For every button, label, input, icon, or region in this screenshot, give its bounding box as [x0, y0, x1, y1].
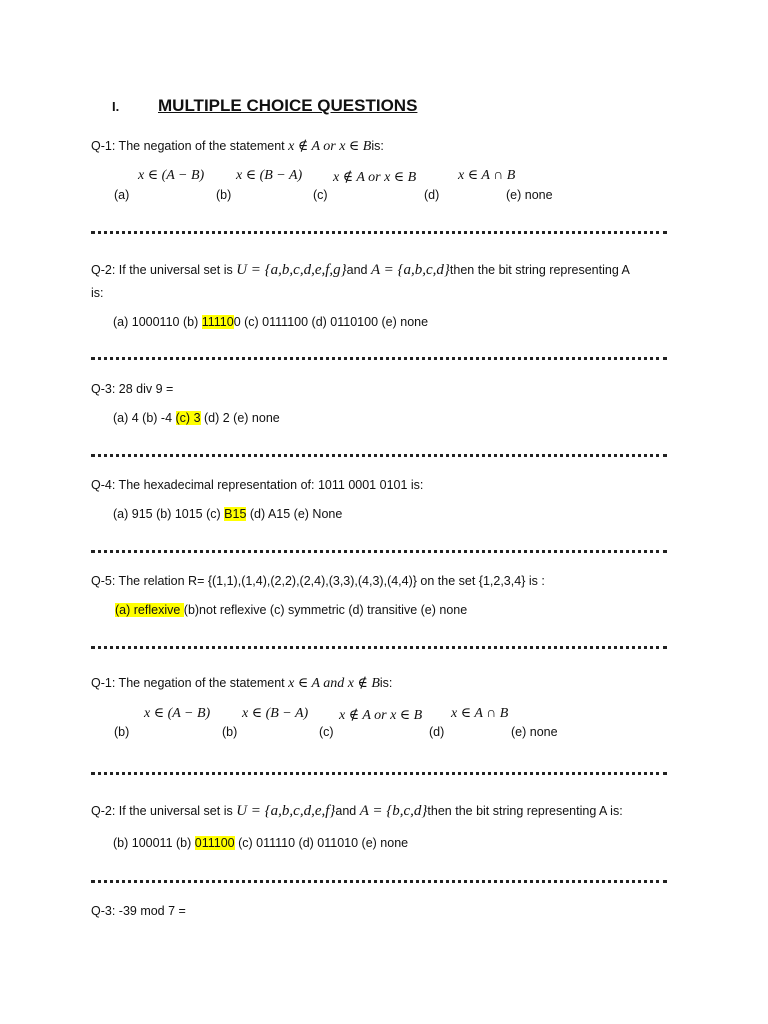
question-7-universal-set: U = {a,b,c,d,e,f} [236, 803, 336, 819]
question-1-suffix: is: [371, 139, 384, 153]
q3-answers [113, 411, 280, 425]
question-7-text [91, 803, 623, 820]
q3-answers-post: (d) 2 (e) none [200, 411, 280, 425]
q1-option-b-math: x ∈ (B − A) [236, 168, 303, 183]
separator-line [91, 646, 667, 649]
separator-line [91, 231, 667, 234]
q6-option-b-math: x ∈ (B − A) [242, 706, 309, 721]
question-7-suffix: then the bit string representing A is: [427, 804, 623, 818]
q3-highlighted-answer: (c) 3 [175, 411, 201, 425]
q2-highlighted-answer: 11110 [201, 315, 234, 329]
question-1-prefix: Q-1: The negation of the statement [91, 139, 285, 153]
question-7-set-a: A = {b,c,d} [359, 803, 428, 819]
question-2-and: and [346, 263, 368, 277]
q6-option-c-label: (c) [319, 725, 334, 739]
question-7-prefix: Q-2: If the universal set is [91, 804, 233, 818]
separator-line [91, 772, 667, 775]
q5-answers-post: (b)not reflexive (c) symmetric (d) transitive (e) none [183, 603, 468, 617]
separator-line [91, 454, 667, 457]
q6-option-d-label: (d) [429, 725, 445, 739]
question-2-universal-set: U = {a,b,c,d,e,f,g} [236, 262, 347, 278]
q7-highlighted-answer: 011100 [194, 836, 235, 850]
question-3-text: Q-3: 28 div 9 = [91, 382, 174, 396]
question-2-prefix: Q-2: If the universal set is [91, 263, 233, 277]
q3-answers-pre: (a) 4 (b) -4 [113, 411, 176, 425]
question-8-text: Q-3: -39 mod 7 = [91, 904, 186, 918]
q6-option-e-label: (e) none [511, 725, 558, 739]
q1-option-d-math: x ∈ A ∩ B [458, 168, 516, 183]
q1-option-c-math: x ∉ A or x ∈ B [333, 170, 417, 185]
q4-answers [113, 507, 342, 521]
separator-line [91, 550, 667, 553]
question-6-suffix: is: [379, 676, 393, 690]
q7-answers-pre: (b) 100011 (b) [113, 836, 195, 850]
separator-line [91, 880, 667, 883]
q6-option-a-math: x ∈ (A − B) [144, 706, 211, 721]
q4-answers-pre: (a) 915 (b) 1015 (c) [113, 507, 225, 521]
q6-option-d-math: x ∈ A ∩ B [451, 706, 509, 721]
q1-option-d-label: (d) [424, 188, 440, 202]
q7-answers [113, 836, 408, 850]
question-1-expression: x ∉ A or x ∈ B [288, 139, 372, 154]
question-1-text [91, 138, 384, 155]
question-5-text: Q-5: The relation R= {(1,1),(1,4),(2,2),(2,4),(3,3),(4,3),(4,4)} on the set {1,2,3,4} is : [91, 574, 545, 588]
q2-answers-rest: 0 (c) 0111100 (d) 0110100 (e) none [233, 315, 429, 329]
q1-option-e-label: (e) none [506, 188, 553, 202]
q6-option-c-math: x ∉ A or x ∈ B [339, 708, 423, 723]
question-2-continuation: is: [91, 286, 104, 300]
q5-answers [115, 603, 467, 617]
q2-answers [113, 315, 428, 329]
q6-option-b-label: (b) [222, 725, 238, 739]
section-number: I. [112, 99, 120, 114]
section-title: MULTIPLE CHOICE QUESTIONS [158, 96, 418, 115]
question-2-set-a: A = {a,b,c,d} [371, 262, 450, 278]
q1-option-a-math: x ∈ (A − B) [138, 168, 205, 183]
question-7-and: and [335, 804, 357, 818]
question-6-text [91, 675, 392, 692]
question-2-suffix: then the bit string representing A [449, 263, 630, 277]
q1-option-a-label: (a) [114, 188, 130, 202]
question-4-text: Q-4: The hexadecimal representation of: 1011 0001 0101 is: [91, 478, 424, 492]
q1-option-b-label: (b) [216, 188, 232, 202]
q5-highlighted-answer: (a) reflexive [115, 603, 184, 617]
q7-answers-rest: (c) 011110 (d) 011010 (e) none [234, 836, 409, 850]
q6-option-a-label: (b) [114, 725, 130, 739]
q4-highlighted-answer: B15 [224, 507, 247, 521]
q2-answers-pre: (a) 1000110 (b) [113, 315, 202, 329]
q4-answers-post: (d) A15 (e) None [246, 507, 343, 521]
question-2-text [91, 262, 630, 279]
separator-line [91, 357, 667, 360]
q1-option-c-label: (c) [313, 188, 328, 202]
question-6-prefix: Q-1: The negation of the statement [91, 676, 285, 690]
question-6-expression: x ∈ A and x ∉ B [288, 676, 380, 691]
